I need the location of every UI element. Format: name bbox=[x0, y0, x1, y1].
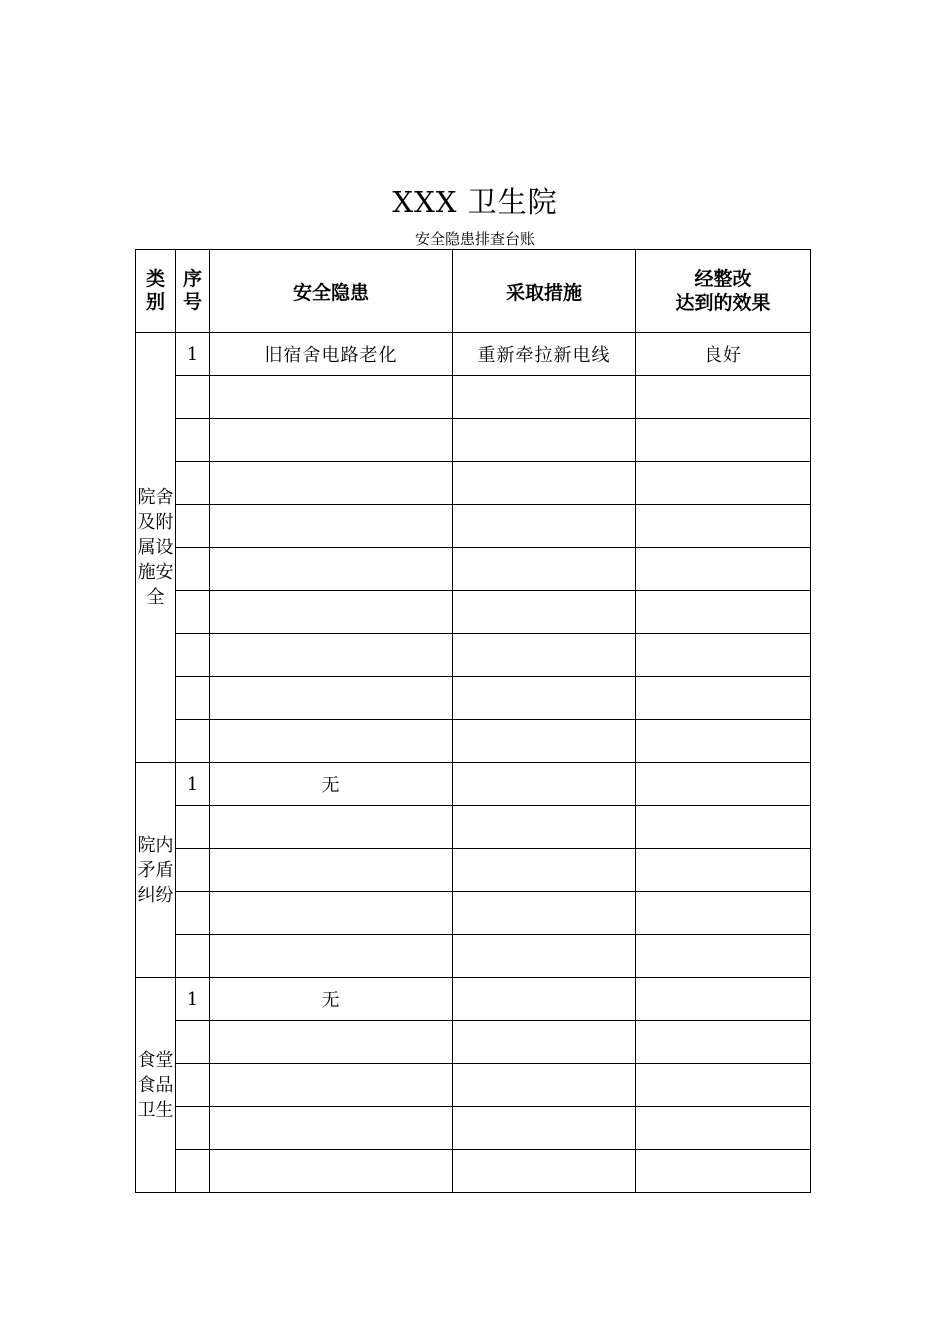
serial-cell bbox=[176, 849, 210, 892]
effect-cell bbox=[636, 677, 811, 720]
hazard-cell bbox=[210, 806, 453, 849]
effect-cell bbox=[636, 419, 811, 462]
measure-cell bbox=[453, 892, 636, 935]
table-row bbox=[136, 978, 811, 1021]
table-row bbox=[136, 1150, 811, 1193]
serial-cell bbox=[176, 892, 210, 935]
measure-cell bbox=[453, 505, 636, 548]
measure-cell bbox=[453, 1150, 636, 1193]
serial-cell: 1 bbox=[176, 763, 210, 806]
measure-cell bbox=[453, 720, 636, 763]
header-hazard: 安全隐患 bbox=[210, 250, 453, 333]
measure-cell bbox=[453, 677, 636, 720]
table-row bbox=[136, 763, 811, 806]
table-row bbox=[136, 548, 811, 591]
hazard-cell bbox=[210, 462, 453, 505]
effect-cell bbox=[636, 1150, 811, 1193]
table-row bbox=[136, 634, 811, 677]
serial-cell bbox=[176, 720, 210, 763]
measure-cell bbox=[453, 548, 636, 591]
serial-cell bbox=[176, 1107, 210, 1150]
table-row bbox=[136, 1021, 811, 1064]
effect-cell bbox=[636, 591, 811, 634]
measure-cell bbox=[453, 376, 636, 419]
effect-cell bbox=[636, 634, 811, 677]
hazard-cell bbox=[210, 419, 453, 462]
category-cell: 院内矛盾纠纷 bbox=[136, 763, 176, 978]
measure-cell bbox=[453, 935, 636, 978]
serial-cell: 1 bbox=[176, 978, 210, 1021]
hazard-cell bbox=[210, 935, 453, 978]
category-cell: 食堂食品卫生 bbox=[136, 978, 176, 1193]
table-row bbox=[136, 935, 811, 978]
effect-cell bbox=[636, 376, 811, 419]
serial-cell bbox=[176, 505, 210, 548]
effect-cell bbox=[636, 1064, 811, 1107]
serial-cell bbox=[176, 462, 210, 505]
measure-cell bbox=[453, 763, 636, 806]
hazard-cell bbox=[210, 1107, 453, 1150]
category-cell: 院舍及附属设施安全 bbox=[136, 333, 176, 763]
serial-cell bbox=[176, 634, 210, 677]
measure-cell bbox=[453, 1064, 636, 1107]
hazard-cell: 无 bbox=[210, 763, 453, 806]
header-effect: 经整改 达到的效果 bbox=[636, 250, 811, 333]
effect-cell bbox=[636, 892, 811, 935]
table-row bbox=[136, 806, 811, 849]
table-row bbox=[136, 419, 811, 462]
table-row bbox=[136, 849, 811, 892]
effect-cell bbox=[636, 720, 811, 763]
table-row bbox=[136, 333, 811, 376]
effect-cell bbox=[636, 462, 811, 505]
hazard-cell bbox=[210, 1150, 453, 1193]
measure-cell bbox=[453, 849, 636, 892]
serial-cell bbox=[176, 677, 210, 720]
hazard-cell bbox=[210, 720, 453, 763]
effect-cell: 良好 bbox=[636, 333, 811, 376]
header-measure: 采取措施 bbox=[453, 250, 636, 333]
serial-cell bbox=[176, 1064, 210, 1107]
serial-cell bbox=[176, 591, 210, 634]
hazard-cell bbox=[210, 1064, 453, 1107]
serial-cell bbox=[176, 376, 210, 419]
measure-cell bbox=[453, 419, 636, 462]
effect-cell bbox=[636, 1107, 811, 1150]
hazard-cell bbox=[210, 548, 453, 591]
effect-cell bbox=[636, 978, 811, 1021]
measure-cell bbox=[453, 978, 636, 1021]
table-row bbox=[136, 677, 811, 720]
table-header-row bbox=[136, 250, 811, 333]
measure-cell bbox=[453, 1107, 636, 1150]
effect-cell bbox=[636, 935, 811, 978]
table-row bbox=[136, 1064, 811, 1107]
hazard-ledger-table bbox=[135, 249, 811, 1193]
hazard-cell: 旧宿舍电路老化 bbox=[210, 333, 453, 376]
effect-cell bbox=[636, 806, 811, 849]
table-row bbox=[136, 462, 811, 505]
hazard-cell bbox=[210, 376, 453, 419]
serial-cell bbox=[176, 548, 210, 591]
hazard-cell bbox=[210, 591, 453, 634]
hazard-cell bbox=[210, 677, 453, 720]
hazard-cell bbox=[210, 505, 453, 548]
serial-cell: 1 bbox=[176, 333, 210, 376]
table-row bbox=[136, 1107, 811, 1150]
serial-cell bbox=[176, 935, 210, 978]
serial-cell bbox=[176, 419, 210, 462]
measure-cell bbox=[453, 634, 636, 677]
measure-cell bbox=[453, 591, 636, 634]
table-row bbox=[136, 376, 811, 419]
serial-cell bbox=[176, 1150, 210, 1193]
effect-cell bbox=[636, 849, 811, 892]
document-title: XXX 卫生院 bbox=[392, 185, 558, 219]
table-row bbox=[136, 720, 811, 763]
hazard-cell bbox=[210, 892, 453, 935]
measure-cell: 重新牵拉新电线 bbox=[453, 333, 636, 376]
table-row bbox=[136, 892, 811, 935]
serial-cell bbox=[176, 806, 210, 849]
hazard-cell bbox=[210, 849, 453, 892]
table-row bbox=[136, 591, 811, 634]
serial-cell bbox=[176, 1021, 210, 1064]
measure-cell bbox=[453, 462, 636, 505]
measure-cell bbox=[453, 806, 636, 849]
effect-cell bbox=[636, 763, 811, 806]
hazard-cell bbox=[210, 1021, 453, 1064]
table-row bbox=[136, 505, 811, 548]
header-serial: 序 号 bbox=[176, 250, 210, 333]
effect-cell bbox=[636, 1021, 811, 1064]
effect-cell bbox=[636, 505, 811, 548]
hazard-cell bbox=[210, 634, 453, 677]
document-subtitle: 安全隐患排查台账 bbox=[414, 230, 535, 248]
hazard-cell: 无 bbox=[210, 978, 453, 1021]
measure-cell bbox=[453, 1021, 636, 1064]
effect-cell bbox=[636, 548, 811, 591]
header-category: 类 别 bbox=[136, 250, 176, 333]
